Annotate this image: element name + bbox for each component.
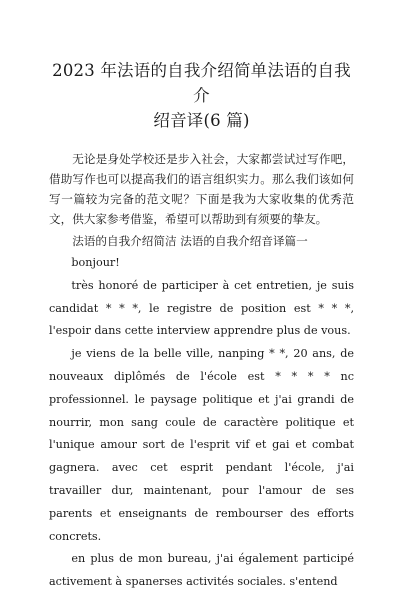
document-title bbox=[49, 58, 354, 133]
body-paragraph-3: en plus de mon bureau, j'ai également participé activement à spanerses activités sociales. s'entend bbox=[49, 552, 354, 589]
title-line-1: 2023 年法语的自我介绍简单法语的自我介 bbox=[52, 61, 351, 105]
body-paragraph-2: je viens de la belle ville, nanping * *, 20 ans, de nouveaux diplômés de l'école est * * * * nc professionnel. le paysage politique et j'ai grandi de nourrir, mon sang coule de caractère politique et l'unique amour sort de l'esprit vif et gai et combat gagnera. avec cet esprit pendant l'école, j'ai travailler dur, maintenant, pour l'amour de ses parents et enseignants de rembourser des efforts concrets. bbox=[49, 347, 354, 543]
body-paragraph-1: très honoré de participer à cet entretien, je suis candidat * * *, le registre de position est * * *, l'espoir dans cette interview apprendre plus de vous. bbox=[49, 278, 354, 338]
title-line-2: 绍音译(6 篇) bbox=[153, 111, 250, 130]
intro-paragraph: 无论是身处学校还是步入社会，大家都尝试过写作吧，借助写作也可以提高我们的语言组织实力。那么我们该如何写一篇较为完备的范文呢？下面是我为大家收集的优秀范文，供大家参考借鉴，希望可以帮助到有须要的挚友。 bbox=[49, 152, 354, 226]
section-subtitle: 法语的自我介绍简洁 法语的自我介绍音译篇一 bbox=[72, 234, 308, 248]
greeting-line: bonjour! bbox=[71, 256, 120, 269]
